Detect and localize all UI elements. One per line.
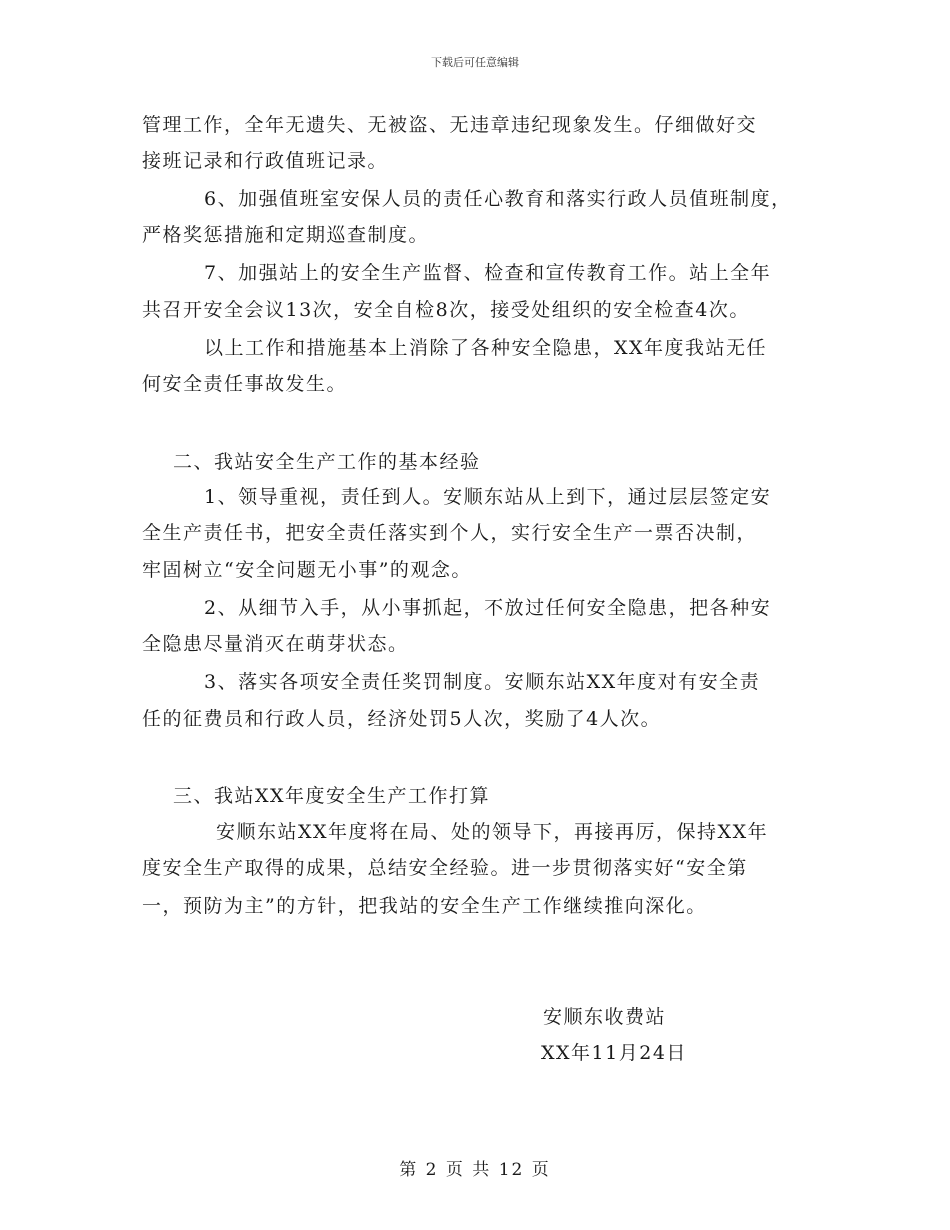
body-line-4: 严格奖惩措施和定期巡查制度。	[142, 224, 430, 246]
body-line-14: 3、落实各项安全责任奖罚制度。安顺东站XX年度对有安全责	[204, 671, 761, 693]
body-line-17: 度安全生产取得的成果，总结安全经验。进一步贯彻落实好“安全第	[142, 857, 748, 879]
body-line-3: 6、加强值班室安保人员的责任心教育和落实行政人员值班制度，	[204, 188, 792, 210]
page-header: 下载后可任意编辑	[431, 56, 519, 69]
body-line-5: 7、加强站上的安全生产监督、检查和宣传教育工作。站上全年	[204, 262, 772, 284]
body-line-2: 接班记录和行政值班记录。	[142, 150, 389, 172]
body-line-11: 牢固树立“安全问题无小事”的观念。	[142, 559, 472, 581]
body-line-1: 管理工作，全年无遗失、无被盗、无违章违纪现象发生。仔细做好交	[142, 114, 758, 136]
body-line-8: 何安全责任事故发生。	[142, 373, 348, 395]
body-line-13: 全隐患尽量消灭在萌芽状态。	[142, 633, 409, 655]
page-footer: 第 2 页 共 12 页	[399, 1160, 551, 1180]
signature-org: 安顺东收费站	[543, 1006, 667, 1028]
signature-date: XX年11月24日	[541, 1042, 687, 1064]
body-line-6: 共召开安全会议13次，安全自检8次，接受处组织的安全检查4次。	[142, 299, 750, 321]
body-line-12: 2、从细节入手，从小事抓起，不放过任何安全隐患，把各种安	[204, 597, 772, 619]
body-line-10: 全生产责任书，把安全责任落实到个人，实行安全生产一票否决制，	[142, 522, 758, 544]
body-line-15: 任的征费员和行政人员，经济处罚5人次，奖励了4人次。	[142, 708, 662, 730]
section-heading-2: 二、我站安全生产工作的基本经验	[173, 451, 481, 473]
section-heading-3: 三、我站XX年度安全生产工作打算	[173, 785, 491, 807]
body-line-18: 一，预防为主”的方针，把我站的安全生产工作继续推向深化。	[142, 895, 707, 917]
body-line-9: 1、领导重视，责任到人。安顺东站从上到下，通过层层签定安	[204, 486, 772, 508]
body-line-16: 安顺东站XX年度将在局、处的领导下，再接再厉，保持XX年	[216, 821, 769, 843]
body-line-7: 以上工作和措施基本上消除了各种安全隐患，XX年度我站无任	[204, 337, 768, 359]
